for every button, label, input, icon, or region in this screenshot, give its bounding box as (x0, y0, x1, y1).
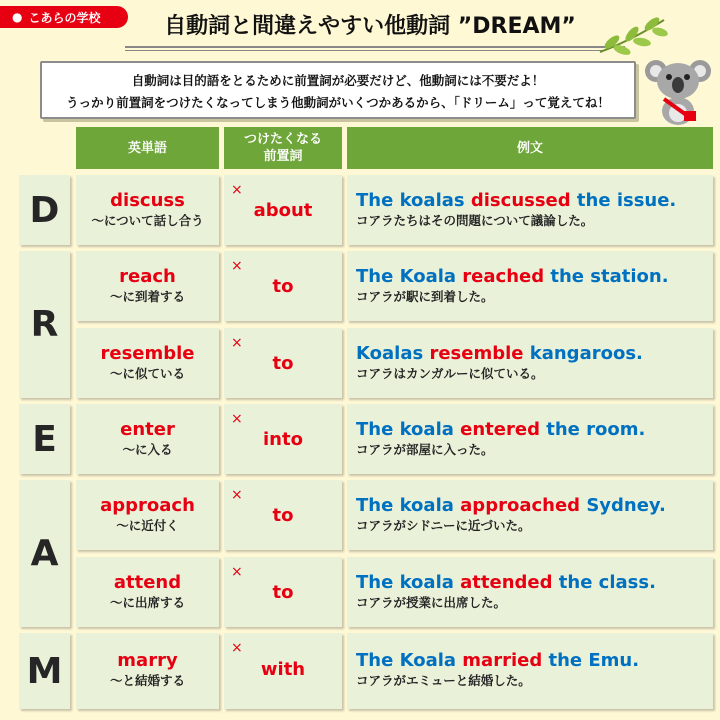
word-entry (76, 266, 219, 306)
letter-a: A (19, 480, 70, 627)
word-meaning: ～に近付く (116, 518, 179, 533)
preposition: into (263, 429, 303, 450)
word-english: enter (120, 419, 175, 440)
word-entry (76, 572, 219, 612)
example-english: The koala attended the class. (356, 572, 656, 593)
example-japanese: コアラがエミューと結婚した。 (356, 673, 531, 688)
preposition: with (260, 659, 306, 680)
example-japanese: コアラたちはその問題について議論した。 (356, 213, 594, 228)
example-japanese: コアラが駅に到着した。 (356, 289, 494, 304)
word-meaning: ～に到着する (109, 289, 185, 304)
letter-r: R (19, 251, 70, 398)
example-sentence (356, 495, 712, 535)
example-english: The koalas discussed the issue. (356, 190, 677, 211)
header-example: 例文 (347, 127, 713, 169)
example-sentence (356, 650, 712, 690)
example-english: The Koala reached the station. (356, 266, 669, 287)
example-verb: resemble (429, 343, 524, 364)
example-verb: married (462, 650, 543, 671)
cross-mark-icon: × (231, 335, 243, 351)
example-japanese: コアラはカンガルーに似ている。 (356, 366, 544, 381)
title-underline-thin (125, 50, 605, 51)
cross-mark-icon: × (231, 411, 243, 427)
letter-d: D (19, 175, 70, 245)
example-english: The koala approached Sydney. (356, 495, 666, 516)
example-japanese: コアラがシドニーに近づいた。 (356, 518, 531, 533)
word-entry (76, 343, 219, 383)
example-verb: entered (460, 419, 540, 440)
notice-box (40, 61, 636, 119)
word-meaning: ～について話し合う (91, 213, 204, 228)
header-word: 英単語 (76, 127, 219, 169)
preposition: about (253, 200, 313, 221)
preposition: to (272, 505, 294, 526)
example-verb: attended (460, 572, 553, 593)
example-sentence (356, 572, 712, 612)
preposition: to (272, 276, 294, 297)
example-sentence (356, 266, 712, 306)
cross-mark-icon: × (231, 640, 243, 656)
example-english: The koala entered the room. (356, 419, 646, 440)
cross-mark-icon: × (231, 182, 243, 198)
word-english: reach (119, 266, 176, 287)
word-meaning: ～に入る (122, 442, 173, 457)
word-meaning: ～と結婚する (109, 673, 185, 688)
koala-logo-icon: ● (12, 10, 23, 24)
word-english: approach (100, 495, 195, 516)
example-japanese: コアラが部屋に入った。 (356, 442, 494, 457)
notice-line-1: 自動詞は目的語をとるために前置詞が必要だけど、他動詞には不要だよ！ (131, 73, 545, 88)
example-japanese: コアラが授業に出席した。 (356, 595, 507, 610)
preposition: to (272, 582, 294, 603)
title-underline (125, 46, 625, 48)
word-english: discuss (110, 190, 185, 211)
letter-m: M (19, 633, 70, 709)
word-entry (76, 419, 219, 459)
header-preposition (224, 127, 342, 169)
word-meaning: ～に出席する (109, 595, 185, 610)
example-sentence (356, 419, 712, 459)
example-verb: discussed (470, 190, 571, 211)
koala-mascot-icon (644, 53, 712, 125)
eucalyptus-leaf-icon (598, 14, 668, 56)
word-entry (76, 190, 219, 230)
word-entry (76, 650, 219, 690)
word-english: resemble (100, 343, 195, 364)
school-logo (0, 6, 128, 28)
word-meaning: ～に似ている (109, 366, 185, 381)
word-english: marry (117, 650, 178, 671)
logo-text: こあらの学校 (28, 10, 101, 25)
cross-mark-icon: × (231, 258, 243, 274)
cross-mark-icon: × (231, 487, 243, 503)
example-verb: approached (460, 495, 581, 516)
notice-line-2: うっかり前置詞をつけたくなってしまう他動詞がいくつかあるから、「ドリーム」って覚えてね！ (66, 95, 610, 110)
header-preposition-line-1: つけたくなる (243, 132, 322, 147)
word-english: attend (113, 572, 182, 593)
example-sentence (356, 343, 712, 383)
example-sentence (356, 190, 712, 230)
letter-e: E (19, 404, 70, 474)
word-entry (76, 495, 219, 535)
page-title: 自動詞と間違えやすい他動詞 ”DREAM” (164, 14, 576, 39)
example-english: Koalas resemble kangaroos. (356, 343, 643, 364)
preposition: to (272, 353, 294, 374)
cross-mark-icon: × (231, 564, 243, 580)
example-english: The Koala married the Emu. (356, 650, 640, 671)
header-preposition-line-2: 前置詞 (263, 149, 303, 164)
example-verb: reached (462, 266, 545, 287)
